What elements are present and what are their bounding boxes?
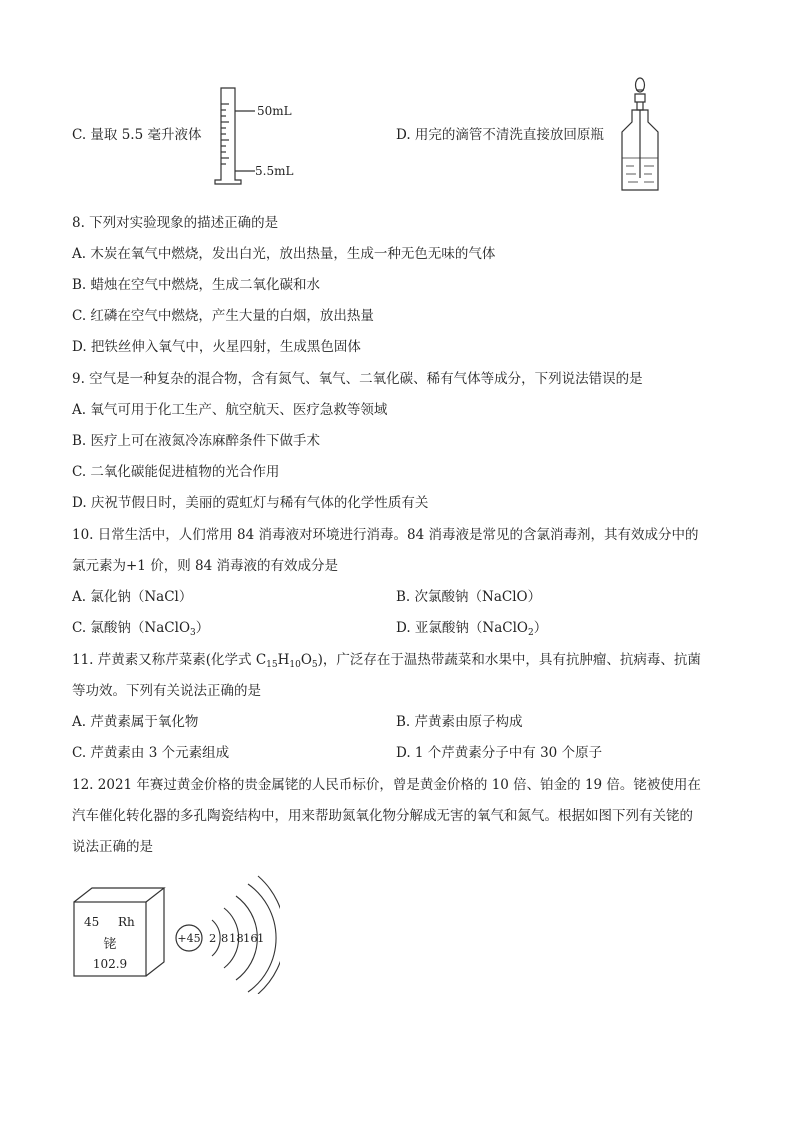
element-cell-side <box>146 888 164 976</box>
question-10-stem-line2: 氯元素为+1 价，则 84 消毒液的有效成分是 <box>72 558 338 574</box>
question-11-stem-line2: 等功效。下列有关说法正确的是 <box>72 683 261 699</box>
option-7d: D. 用完的滴管不清洗直接放回原瓶 <box>396 127 604 143</box>
option-9c: C. 二氧化碳能促进植物的光合作用 <box>72 464 280 480</box>
option-8d: D. 把铁丝伸入氧气中，火星四射，生成黑色固体 <box>72 339 361 355</box>
option-11c: C. 芹黄素由 3 个元素组成 <box>72 745 230 761</box>
graduated-cylinder-figure <box>205 84 315 188</box>
option-8c: C. 红磷在空气中燃烧，产生大量的白烟，放出热量 <box>72 308 374 324</box>
question-12-stem-line2: 汽车催化转化器的多孔陶瓷结构中，用来帮助氮氧化物分解成无害的氧气和氮气。根据如图下列有关铑的 <box>72 808 693 824</box>
shell-electrons-5: 1 <box>257 931 265 945</box>
option-9a: A. 氧气可用于化工生产、航空航天、医疗急救等领域 <box>72 402 388 418</box>
cylinder-bottom-label: 5.5mL <box>255 164 294 178</box>
option-10c: C. 氯酸钠（NaClO$_3$） <box>72 620 210 638</box>
option-9b: B. 医疗上可在液氮冷冻麻醉条件下做手术 <box>72 433 321 449</box>
question-9-stem: 9. 空气是一种复杂的混合物，含有氮气、氧气、二氧化碳、稀有气体等成分，下列说法错误的是 <box>72 371 643 387</box>
option-11b: B. 芹黄素由原子构成 <box>396 714 523 730</box>
element-atomic-mass: 102.9 <box>92 957 128 971</box>
element-symbol: Rh <box>118 915 135 929</box>
nucleus-charge: +45 <box>177 932 201 945</box>
option-11d: D. 1 个芹黄素分子中有 30 个原子 <box>396 745 603 761</box>
dropper-bottle-figure <box>614 74 666 194</box>
option-7c: C. 量取 5.5 毫升液体 <box>72 127 202 143</box>
atomic-structure-figure <box>170 870 280 994</box>
shell-electrons-4: 16 <box>243 931 258 945</box>
element-name: 铑 <box>103 937 117 952</box>
question-12-stem-line3: 说法正确的是 <box>72 839 153 855</box>
element-atomic-number: 45 <box>84 915 100 929</box>
option-11a: A. 芹黄素属于氧化物 <box>72 714 199 730</box>
option-10b: B. 次氯酸钠（NaClO） <box>396 589 542 605</box>
option-10d: D. 亚氯酸钠（NaClO$_2$） <box>396 620 548 638</box>
question-10-stem-line1: 10. 日常生活中，人们常用 84 消毒液对环境进行消毒。84 消毒液是常见的含氯消毒剂，其有效成分中的 <box>72 527 699 543</box>
element-cell-figure <box>70 884 170 980</box>
shell-electrons-1: 2 <box>209 931 217 945</box>
option-10a: A. 氯化钠（NaCl） <box>72 589 193 605</box>
question-11-stem-line1: 11. 芹黄素又称芹菜素(化学式 $C_{15}H_{10}O_5$)，广泛存在于温热带蔬菜和水果中，具有抗肿瘤、抗病毒、抗菌 <box>72 652 701 670</box>
shell-electrons-2: 8 <box>221 931 229 945</box>
element-cell-top <box>74 888 164 902</box>
option-9d: D. 庆祝节假日时，美丽的霓虹灯与稀有气体的化学性质有关 <box>72 495 429 511</box>
option-8b: B. 蜡烛在空气中燃烧，生成二氧化碳和水 <box>72 277 321 293</box>
shell-electrons-3: 18 <box>229 931 244 945</box>
option-8a: A. 木炭在氧气中燃烧，发出白光，放出热量，生成一种无色无味的气体 <box>72 246 496 262</box>
question-8-stem: 8. 下列对实验现象的描述正确的是 <box>72 215 279 231</box>
question-12-stem-line1: 12. 2021 年赛过黄金价格的贵金属铑的人民币标价，曾是黄金价格的 10 倍、铂金的 19 倍。铑被使用在 <box>72 777 701 793</box>
cylinder-outline <box>215 88 241 184</box>
cylinder-top-label: 50mL <box>257 104 292 118</box>
